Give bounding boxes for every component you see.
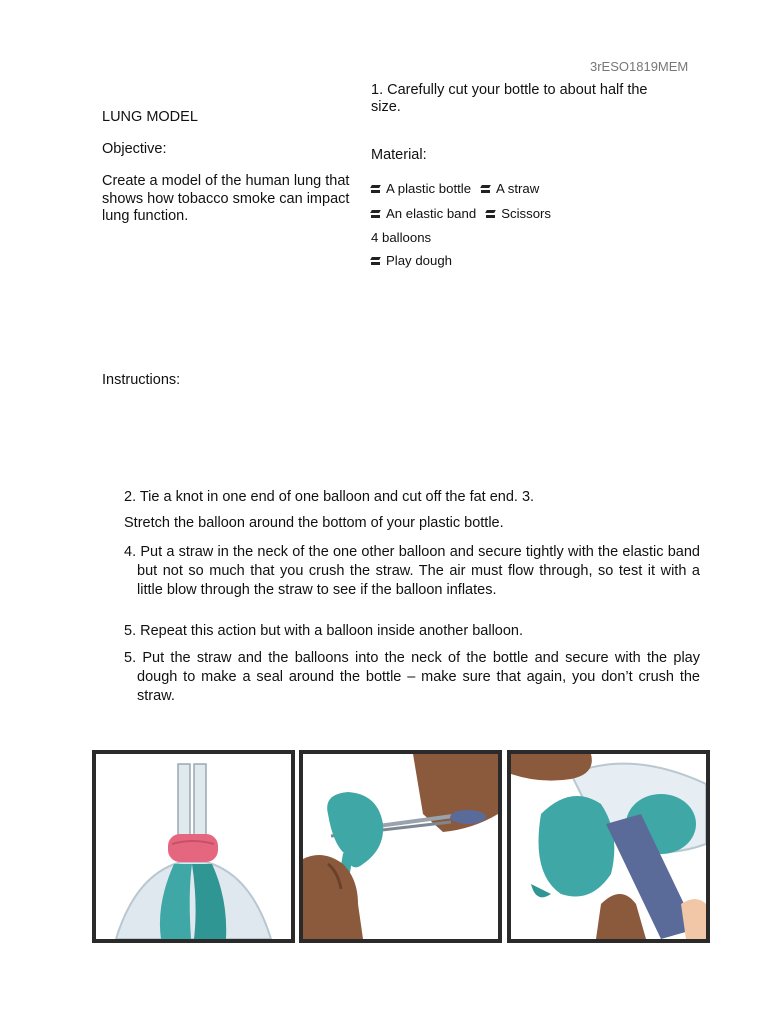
step-2: 2. Tie a knot in one end of one balloon and cut off the fat end. 3. — [124, 489, 535, 505]
stretching-balloon-panel — [507, 750, 710, 943]
page-title: LUNG MODEL — [102, 109, 198, 125]
material-item: An elastic band — [371, 206, 476, 221]
objective-heading: Objective: — [102, 141, 167, 157]
scissors-balloon-icon — [303, 754, 498, 939]
material-item: Scissors — [486, 206, 551, 221]
bullet-icon — [371, 257, 381, 266]
straws-balloons-icon — [96, 754, 291, 939]
straws-in-balloons-panel — [92, 750, 295, 943]
balloon-bottle-icon — [511, 754, 706, 939]
instructions-heading: Instructions: — [102, 372, 181, 388]
step-3: Stretch the balloon around the bottom of your plastic bottle. — [124, 515, 504, 531]
material-item: A plastic bottle — [371, 181, 471, 196]
bullet-icon — [481, 185, 491, 194]
material-item: Play dough — [371, 253, 452, 268]
material-item: 4 balloons — [371, 230, 432, 245]
illustration-strip — [92, 750, 710, 943]
document-code: 3rESO1819MEM — [590, 59, 689, 74]
material-row-4 — [371, 253, 462, 268]
material-row-2 — [371, 206, 561, 221]
objective-text: Create a model of the human lung that shows how tobacco smoke can impact lung function. — [102, 173, 350, 224]
bullet-icon — [486, 210, 496, 219]
material-item: A straw — [481, 181, 539, 196]
material-row-3 — [371, 230, 441, 245]
step-5-repeat: 5. Repeat this action but with a balloon inside another balloon. — [124, 623, 524, 639]
material-row-1 — [371, 181, 549, 196]
bullet-icon — [371, 210, 381, 219]
step-1: 1. Carefully cut your bottle to about half the size. — [371, 82, 648, 115]
cutting-balloon-panel — [299, 750, 502, 943]
step-4: 4. Put a straw in the neck of the one other balloon and secure tightly with the elastic band but not so much that you crush the straw. The air must flow through, so test it with a little blow through the straw to see if the balloon inflates. — [124, 544, 700, 598]
bullet-icon — [371, 185, 381, 194]
material-heading: Material: — [371, 147, 427, 163]
step-5-assemble: 5. Put the straw and the balloons into the neck of the bottle and secure with the play dough to make a seal around the bottle – make sure that again, you don’t crush the straw. — [124, 650, 700, 704]
